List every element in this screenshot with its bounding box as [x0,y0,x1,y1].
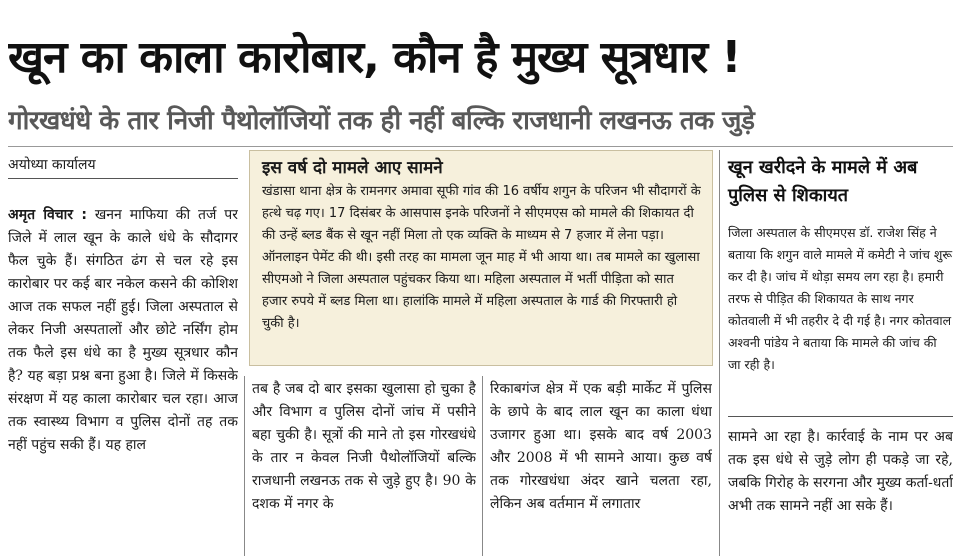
sidebar-bottom-divider [728,416,953,417]
sidebar-title: खून खरीदने के मामले में अब पुलिस से शिकायत [728,157,918,206]
highlight-box [249,150,713,366]
box-title: इस वर्ष दो मामले आए सामने [262,158,443,178]
box-body: खंडासा थाना क्षेत्र के रामनगर अमावा सूफी गांव की 16 वर्षीय शगुन के परिजन भी सौदागरों के हत्थे चढ़ गए। 17 दिसंबर के आसपास इनके परिजनों ने सीएमएस को मामले की शिकायत दी की उन्हें ब्लड बैंक से खून नहीं मिला तो एक व्यक्ति के माध्यम से 7 हजार में लेना पड़ा। ऑनलाइन पेमेंट की थी। इसी तरह का मामला जून माह में भी आया था। तब मामले का खुलासा सीएमओ ने जिला अस्पताल पहुंचकर किया था। महिला अस्पताल में भर्ती पीड़िता को सात हजार रुपये में ब्लड मिला था। हालांकि मामले में महिला अस्पताल के गार्ड की गिरफ्तारी हो चुकी है। [262,184,701,331]
top-divider [8,146,953,147]
column-4: सामने आ रहा है। कार्रवाई के नाम पर अब तक इस धंधे से जुड़े लोग ही पकड़े जा रहे, जबकि गिरोह के सरगना और मुख्य कर्ता-धर्ता अभी तक सामने नहीं आ सके हैं। [728,429,953,514]
column-divider-1 [244,376,245,556]
column-divider-2 [482,376,483,556]
dateline: अयोध्या कार्यालय [8,157,96,173]
headline: खून का काला कारोबार, कौन है मुख्य सूत्रधार ! [8,32,741,83]
sidebar-divider [719,150,720,556]
sidebar-body: जिला अस्पताल के सीएमएस डॉ. राजेश सिंह ने बताया कि शगुन वाले मामले में कमेटी ने जांच शुरू कर दी है। जांच में थोड़ा समय लग रहा है। हमारी तरफ से पीड़ित की शिकायत के साथ नगर कोतवाली में भी तहरीर दे दी गई है। नगर कोतवाल अश्वनी पांडेय ने बताया कि मामले की जांच की जा रही है। [728,225,953,372]
byline: अमृत विचार : [8,207,87,223]
dateline-underline [8,178,238,179]
column-1 [8,204,238,556]
subheadline: गोरखधंधे के तार निजी पैथोलॉजियों तक ही नहीं बल्कि राजधानी लखनऊ तक जुड़े [8,106,755,136]
column-1-text: खनन माफिया की तर्ज पर जिले में लाल खून के काले धंधे के सौदागर फैल चुके हैं। संगठित ढंग से चल रहे इस कारोबार पर कई बार नकेल कसने की कोशिश आज तक सफल नहीं हुई। जिला अस्पताल से लेकर निजी अस्पतालों और छोटे नर्सिंग होम तक फैले इस धंधे का है मुख्य सूत्रधार कौन है? यह बड़ा प्रश्न बना हुआ है। जिले में किसके संरक्षण में यह काला कारोबार चल रहा। आज तक स्वास्थ्य विभाग व पुलिस दोनों तह तक नहीं पहुंच सकी हैं। यह हाल [8,207,238,453]
column-3: रिकाबगंज क्षेत्र में एक बड़ी मार्केट में पुलिस के छापे के बाद लाल खून का काला धंधा उजागर हुआ था। इसके बाद वर्ष 2003 और 2008 में भी सामने आया। कुछ वर्ष तक गोरखधंधा अंदर खाने चलता रहा, लेकिन अब वर्तमान में लगातार [490,381,712,512]
column-2: तब है जब दो बार इसका खुलासा हो चुका है और विभाग व पुलिस दोनों जांच में पसीने बहा चुकी है। सूत्रों की माने तो इस गोरखधंधे के तार न केवल निजी पैथोलॉजियों बल्कि राजधानी लखनऊ तक से जुड़े हुए है। 90 के दशक में नगर के [252,381,476,512]
